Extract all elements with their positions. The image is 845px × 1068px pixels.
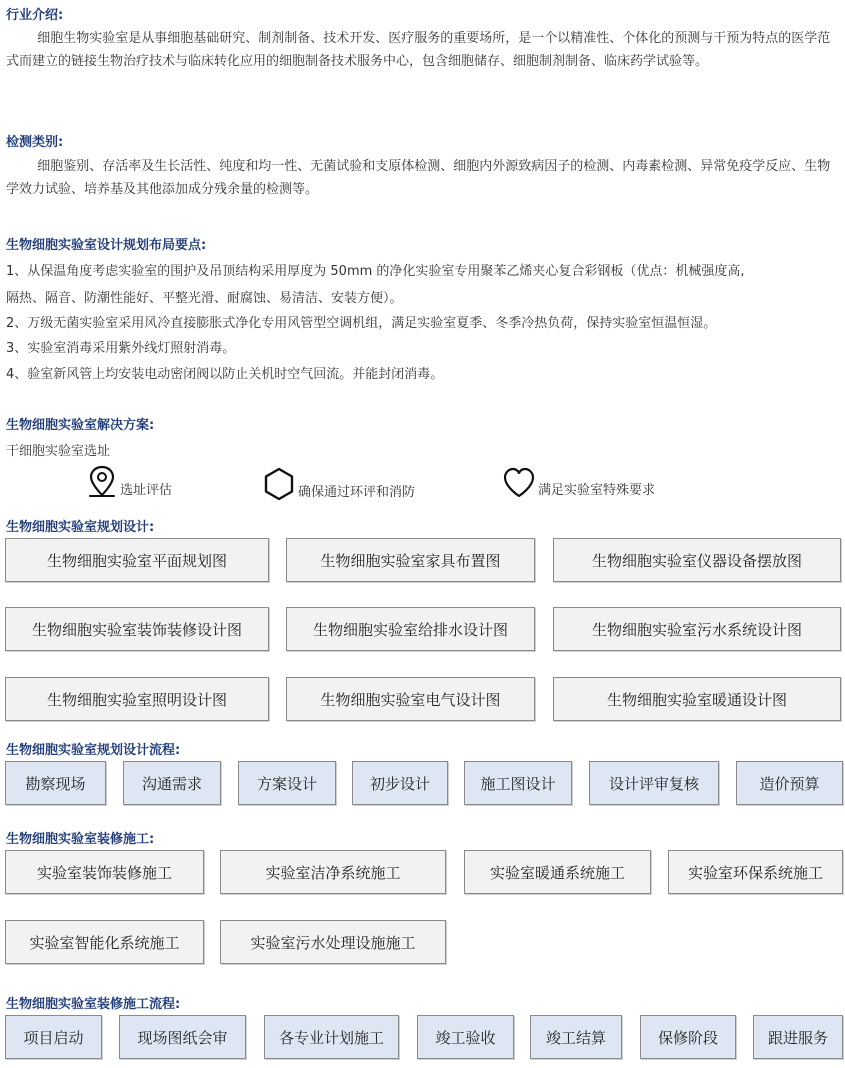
design-flow-step[interactable]: 施工图设计 [464, 761, 572, 805]
design-flow-step[interactable]: 设计评审复核 [589, 761, 719, 805]
design-point-line: 隔热、隔音、防潮性能好、平整光滑、耐腐蚀、易清洁、安装方便）。 [6, 291, 403, 306]
hexagon-icon [262, 466, 296, 502]
plan-button-water-design[interactable]: 生物细胞实验室给排水设计图 [286, 607, 535, 651]
construction-button-clean-system[interactable]: 实验室洁净系统施工 [220, 850, 446, 894]
design-flow-step[interactable]: 初步设计 [352, 761, 448, 805]
construction-flow-step[interactable]: 竣工验收 [417, 1015, 514, 1059]
construction-flow-step[interactable]: 现场图纸会审 [119, 1015, 246, 1059]
construction-flow-step[interactable]: 各专业计划施工 [264, 1015, 399, 1059]
planning-heading: 生物细胞实验室规划设计: [6, 520, 155, 535]
design-point-line: 3、实验室消毒采用紫外线灯照射消毒。 [6, 341, 236, 356]
location-pin-icon [86, 464, 118, 500]
construction-flow-step[interactable]: 跟进服务 [753, 1015, 843, 1059]
design-flow-step[interactable]: 勘察现场 [5, 761, 106, 805]
feature-site-evaluation [86, 464, 172, 500]
construction-flow-step[interactable]: 竣工结算 [530, 1015, 622, 1059]
design-flow-step[interactable]: 造价预算 [736, 761, 843, 805]
plan-button-floor-layout[interactable]: 生物细胞实验室平面规划图 [5, 538, 269, 582]
design-point-line: 2、万级无菌实验室采用风冷直接膨胀式净化专用风管型空调机组，满足实验室夏季、冬季冷热负荷，保持实验室恒温恒湿。 [6, 316, 717, 331]
plan-button-hvac-design[interactable]: 生物细胞实验室暖通设计图 [553, 677, 841, 721]
design-points-heading: 生物细胞实验室设计规划布局要点: [6, 238, 207, 253]
plan-button-furniture-layout[interactable]: 生物细胞实验室家具布置图 [286, 538, 535, 582]
construction-button-hvac-system[interactable]: 实验室暖通系统施工 [464, 850, 651, 894]
detection-text: 细胞鉴别、存活率及生长活性、纯度和均一性、无菌试验和支原体检测、细胞内外源致病因子的检测、内毒素检测、异常免疫学反应、生物学效力试验、培养基及其他添加成分残余量的检测等。 [6, 159, 831, 197]
feature-label: 选址评估 [120, 483, 173, 498]
feature-label: 满足实验室特殊要求 [538, 483, 656, 498]
detection-heading: 检测类别: [6, 135, 64, 150]
design-point-line: 1、从保温角度考虑实验室的围护及吊顶结构采用厚度为 50mm 的净化实验室专用聚苯乙烯夹心复合彩钢板（优点：机械强度高, [6, 264, 745, 279]
intro-text: 细胞生物实验室是从事细胞基础研究、制剂制备、技术开发、医疗服务的重要场所，是一个以精准性、个体化的预测与干预为特点的医学范式而建立的链接生物治疗技术与临床转化应用的细胞制备技术服务中心，包含细胞储存、细胞制剂制备、临床药学试验等。 [6, 31, 831, 69]
construction-flow-heading: 生物细胞实验室装修施工流程: [6, 997, 181, 1012]
design-flow-heading: 生物细胞实验室规划设计流程: [6, 743, 181, 758]
feature-label: 确保通过环评和消防 [298, 485, 416, 500]
construction-heading: 生物细胞实验室装修施工: [6, 832, 155, 847]
plan-button-decoration-design[interactable]: 生物细胞实验室装饰装修设计图 [5, 607, 269, 651]
feature-special-requirements [502, 466, 655, 500]
design-flow-step[interactable]: 沟通需求 [123, 761, 221, 805]
solution-heading: 生物细胞实验室解决方案: [6, 418, 155, 433]
plan-button-lighting-design[interactable]: 生物细胞实验室照明设计图 [5, 677, 269, 721]
plan-button-sewage-design[interactable]: 生物细胞实验室污水系统设计图 [553, 607, 841, 651]
construction-button-decoration[interactable]: 实验室装饰装修施工 [5, 850, 204, 894]
construction-button-environmental-system[interactable]: 实验室环保系统施工 [668, 850, 843, 894]
design-flow-step[interactable]: 方案设计 [238, 761, 336, 805]
construction-flow-step[interactable]: 项目启动 [5, 1015, 102, 1059]
heart-icon [502, 466, 536, 500]
solution-subtitle: 干细胞实验室选址 [6, 444, 111, 459]
construction-button-sewage-facility[interactable]: 实验室污水处理设施施工 [220, 920, 446, 964]
plan-button-electrical-design[interactable]: 生物细胞实验室电气设计图 [286, 677, 535, 721]
design-point-line: 4、验室新风管上均安装电动密闭阀以防止关机时空气回流。并能封闭消毒。 [6, 367, 444, 382]
intro-heading: 行业介绍: [6, 8, 64, 23]
construction-flow-step[interactable]: 保修阶段 [640, 1015, 736, 1059]
construction-button-intelligent-system[interactable]: 实验室智能化系统施工 [5, 920, 204, 964]
plan-button-equipment-layout[interactable]: 生物细胞实验室仪器设备摆放图 [553, 538, 841, 582]
feature-environment-fire [262, 466, 415, 502]
